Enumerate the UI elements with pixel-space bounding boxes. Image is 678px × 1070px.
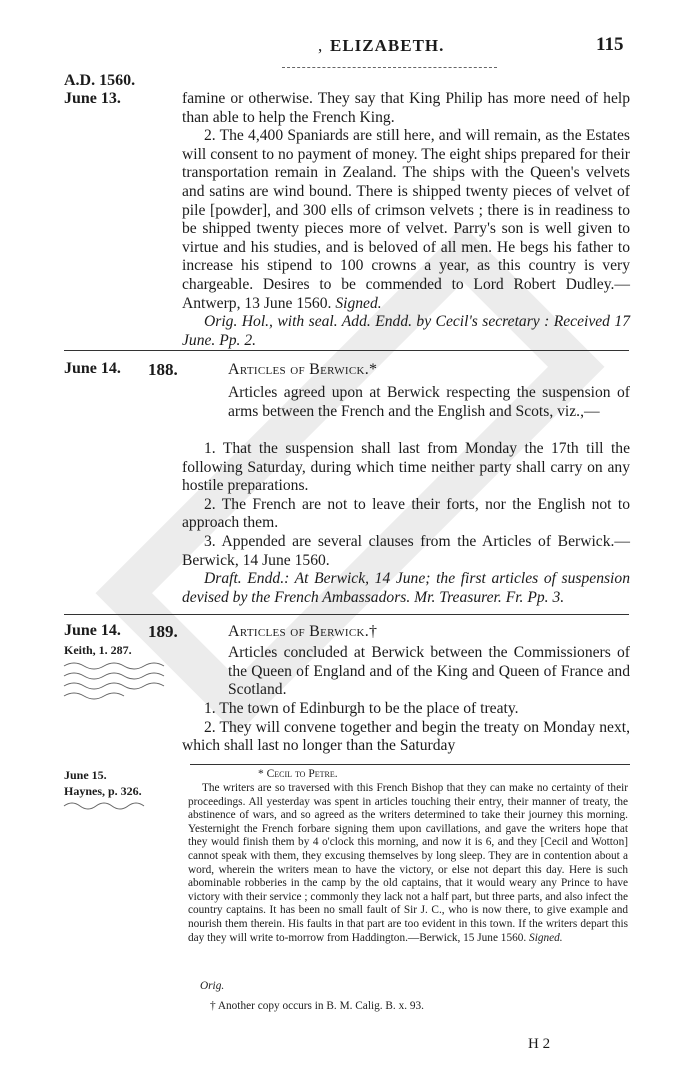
section-rule-1 xyxy=(64,350,629,351)
handwritten-margin-note xyxy=(62,658,182,703)
entry-189-item-1: 1. The town of Edinburgh to be the place of treaty. xyxy=(204,700,519,717)
running-head-title: ELIZABETH. xyxy=(330,36,445,55)
entry-188-number: 188. xyxy=(148,360,178,379)
footnote-star-signed: Signed. xyxy=(529,931,563,944)
footnote-rule xyxy=(190,764,630,765)
margin-ref-haynes: Haynes, p. 326. xyxy=(64,784,142,798)
margin-date-june-14-a: June 14. xyxy=(64,360,121,377)
header-rule xyxy=(282,67,497,68)
header-dot: , xyxy=(318,36,323,55)
entry-189-item-2: 2. They will convene together and begin the treaty on Monday next, which shall last no longer than the Saturday xyxy=(182,718,630,755)
entry-188-body xyxy=(182,440,630,607)
entry-189-number: 189. xyxy=(148,622,178,641)
entry-189-intro: Articles concluded at Berwick between the Commissioners of the Queen of England and of the King and Queen of France and Scotland. xyxy=(228,644,630,699)
entry-188-item-3: 3. Appended are several clauses from the Articles of Berwick.—Berwick, 14 June 1560. xyxy=(182,532,630,569)
entry-187-para-2: 2. The 4,400 Spaniards are still here, and will remain, as the Estates will consent to no payment of money. The eight ships prepared for their transportation remain in Zealand. The ships with the Queen's velvets and satins are wind bound. There is shipped twenty pieces of velvet of pile [powder], and 300 ells of crimson velvets ; there is in readiness to be shipped twenty pieces more of velvet. Parry's son is well given to virtue and his studies, and is beloved of all men. He begs his father to increase his stipend to 100 crowns a year, as this country is very chargeable. Desires to be commended to Lord Robert Dudley.—Antwerp, 13 June 1560. Signed. xyxy=(182,127,630,312)
entry-189-title: Articles of Berwick.† xyxy=(228,623,378,640)
margin-ref-keith: Keith, 1. 287. xyxy=(64,643,132,657)
margin-date-june-14-b: June 14. xyxy=(64,622,121,639)
footnote-star-heading: * Cecil to Petre. xyxy=(258,768,338,780)
entry-187-note: Orig. Hol., with seal. Add. Endd. by Cecil's secretary : Received 17 June. Pp. 2. xyxy=(182,313,630,349)
footnote-dagger: † Another copy occurs in B. M. Calig. B. x. 93. xyxy=(210,1000,424,1012)
entry-188-item-2: 2. The French are not to leave their forts, nor the English not to approach them. xyxy=(182,495,630,532)
entry-188-note: Draft. Endd.: At Berwick, 14 June; the first articles of suspension devised by the French Ambassadors. Mr. Treasurer. Fr. Pp. 3. xyxy=(182,570,630,606)
footnote-star-text: The writers are so traversed with this French Bishop that they can make no certainty of their proceedings. All yesterday was spent in articles touching their entry, their manner of treaty, the abstinence of wars, and so agreed as the writers determined to take their journey this morning. Yesternight the French forbare signing them upon cavillations, and gave the writers hope that they would finish them by 4 o'clock this morning, and now it is 6, and they [Cecil and Wotton] cannot speak with them, they excusing themselves by long sleep. They are in contention about a word, wherein the writers mean to have the victory, or else not depart this day. Here is such abominable robberies in the camp by the old captains, that it would weary any Prince to have victory with their service ; commonly they lack not a half part, but three parts, and also infect the country captains. It has been no small fault of Sir J. C., who is now there, to give example and nourish them therein. His faults in that part are too evident in this town. If the writers depart this day they will write to-morrow from Haddington.—Berwick, 15 June 1560. Signed. xyxy=(188,782,628,944)
footnote-star-orig: Orig. xyxy=(200,980,225,992)
margin-date-june-15: June 15. xyxy=(64,768,107,782)
margin-date-june-13: June 13. xyxy=(64,90,121,107)
entry-188-intro: Articles agreed upon at Berwick respecting the suspension of arms between the French and the English and Scots, viz.,— xyxy=(228,384,630,420)
entry-187-signed: Signed. xyxy=(335,294,382,312)
page-number: 115 xyxy=(596,34,624,55)
section-rule-2 xyxy=(64,614,629,615)
handwriting-scribble-icon xyxy=(62,658,182,700)
margin-year: A.D. 1560. xyxy=(64,72,136,89)
entry-188-title: Articles of Berwick.* xyxy=(228,361,378,378)
entry-188-item-1: 1. That the suspension shall last from Monday the 17th till the following Saturday, during which time neither party shall carry on any hostile preparations. xyxy=(182,440,630,495)
entry-189-body xyxy=(182,700,630,756)
entry-187-body xyxy=(182,90,630,350)
handwriting-scribble-icon xyxy=(62,800,152,812)
signature-mark: H 2 xyxy=(528,1036,551,1052)
entry-187-line-1: famine or otherwise. They say that King Philip has more need of help than able to help the French King. xyxy=(182,90,630,126)
handwritten-margin-note-2 xyxy=(62,800,152,815)
